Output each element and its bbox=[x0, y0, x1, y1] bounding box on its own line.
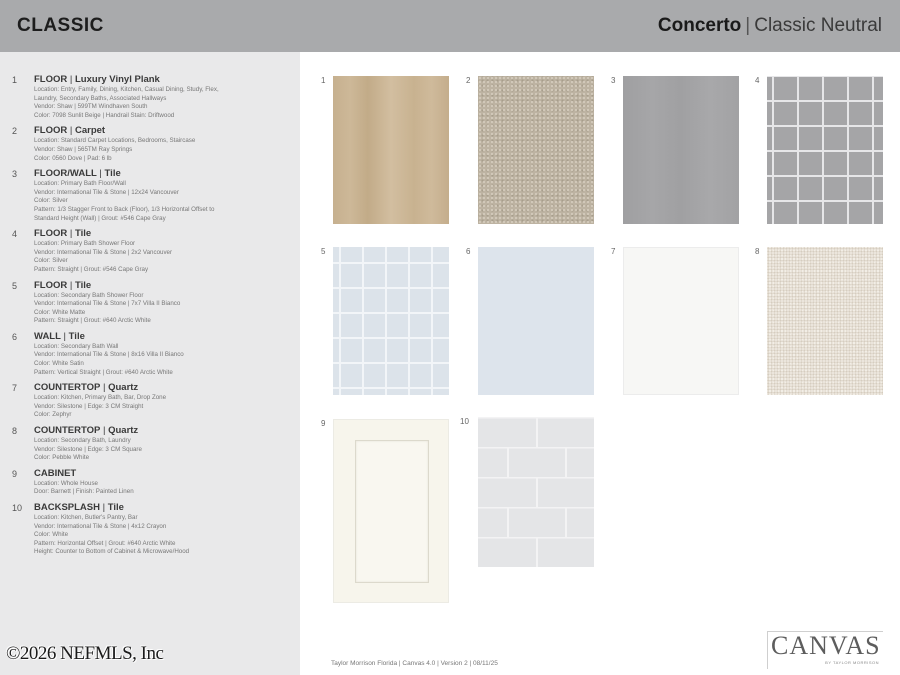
selection-number: 8 bbox=[12, 426, 18, 437]
selection-title bbox=[34, 382, 290, 394]
selection-spec-line: Location: Secondary Bath, Laundry bbox=[34, 437, 131, 445]
selection-spec-line: Color: Silver bbox=[34, 257, 68, 265]
collection-title bbox=[658, 15, 882, 37]
selection-item bbox=[12, 331, 290, 377]
collection-name: Concerto bbox=[657, 15, 742, 36]
title-separator: | bbox=[99, 502, 108, 513]
selection-spec-line: Vendor: Silestone | Edge: 3 CM Square bbox=[34, 445, 142, 453]
selection-type: Tile bbox=[107, 502, 124, 513]
selection-details bbox=[34, 425, 290, 463]
selections-list bbox=[0, 52, 300, 675]
selection-spec-line: Standard Height (Wall) | Grout: #546 Cape Gray bbox=[34, 214, 166, 222]
swatch-image-quartz-zephyr bbox=[623, 247, 739, 395]
swatch-image-lvp-wood bbox=[333, 76, 449, 224]
tile-joint bbox=[565, 447, 567, 477]
selection-title bbox=[34, 425, 290, 437]
swatch-number: 5 bbox=[321, 247, 326, 256]
tile-joint bbox=[565, 507, 567, 537]
selection-spec-line: Color: Silver bbox=[34, 197, 68, 205]
selection-spec-line: Vendor: International Tile & Stone | 7x7 Villa II Bianco bbox=[34, 300, 181, 308]
selection-category: FLOOR bbox=[34, 279, 68, 291]
selection-spec-line: Location: Entry, Family, Dining, Kitchen, Casual Dining, Study, Flex, bbox=[34, 86, 219, 93]
selection-spec-line: Pattern: Straight | Grout: #546 Cape Gray bbox=[34, 265, 149, 273]
selection-category: CABINET bbox=[34, 467, 77, 479]
selection-spec-line: Color: White Satin bbox=[34, 360, 84, 368]
selection-spec-line: Color: White bbox=[34, 531, 69, 539]
selection-type: Carpet bbox=[75, 125, 106, 137]
selection-spec-line: Color: White Matte bbox=[34, 308, 86, 316]
selection-number: 5 bbox=[12, 280, 18, 291]
swatch-grid bbox=[300, 52, 900, 622]
copyright-watermark: ©2026 NEFMLS, Inc bbox=[6, 643, 164, 664]
selection-title bbox=[34, 228, 290, 240]
selection-number: 4 bbox=[12, 229, 18, 240]
logo-wordmark: CANVAS bbox=[771, 631, 881, 660]
selection-category: FLOOR/WALL bbox=[34, 168, 97, 180]
selection-spec-line: Location: Whole House bbox=[34, 479, 98, 487]
selection-type: Quartz bbox=[108, 382, 139, 394]
selection-type: Tile bbox=[68, 330, 85, 342]
tile-joint bbox=[536, 417, 538, 447]
scheme-name: Classic Neutral bbox=[754, 15, 882, 36]
selection-number: 9 bbox=[12, 468, 18, 479]
selection-item bbox=[12, 168, 290, 223]
swatch-number: 1 bbox=[321, 76, 326, 85]
selection-type: Tile bbox=[75, 228, 92, 240]
selection-category: FLOOR bbox=[34, 228, 68, 240]
swatch-image-mosaic-tile bbox=[767, 76, 883, 224]
selection-title bbox=[34, 168, 290, 180]
selection-number: 1 bbox=[12, 75, 18, 85]
selection-item bbox=[12, 74, 290, 120]
swatch-number: 9 bbox=[321, 419, 326, 428]
selection-title bbox=[34, 468, 290, 480]
selection-spec-line: Laundry, Secondary Baths, Associated Hallways bbox=[34, 94, 167, 102]
selection-item bbox=[12, 382, 290, 420]
selection-spec-line: Color: 7098 Sunlit Beige | Handrail Stain: Driftwood bbox=[34, 111, 175, 119]
swatch-number: 3 bbox=[611, 76, 616, 85]
selection-spec-line: Vendor: International Tile & Stone | 2x2 Vancouver bbox=[34, 248, 173, 256]
selection-number: 2 bbox=[12, 126, 18, 137]
selection-title bbox=[34, 280, 290, 292]
tile-joint bbox=[507, 447, 509, 477]
selection-category: WALL bbox=[34, 330, 61, 342]
selection-spec-line: Door: Barnett | Finish: Painted Linen bbox=[34, 488, 134, 496]
swatch-number: 4 bbox=[755, 76, 760, 85]
selection-spec-line: Location: Secondary Bath Wall bbox=[34, 342, 119, 350]
tile-joint bbox=[536, 537, 538, 567]
selection-spec-line: Color: 0560 Dove | Pad: 6 lb bbox=[34, 154, 112, 162]
selection-number: 6 bbox=[12, 331, 18, 342]
swatch-number: 2 bbox=[466, 76, 471, 85]
page-header bbox=[0, 0, 900, 52]
selection-spec-line: Vendor: Shaw | 565TM Ray Springs bbox=[34, 145, 133, 153]
footer-credits: Taylor Morrison Florida | Canvas 4.0 | Version 2 | 08/11/25 bbox=[331, 660, 498, 667]
selection-category: COUNTERTOP bbox=[34, 382, 101, 394]
selection-details bbox=[34, 125, 290, 163]
title-separator: | bbox=[67, 74, 75, 85]
selection-item bbox=[12, 502, 290, 557]
selection-spec-line: Pattern: Straight | Grout: #640 Arctic White bbox=[34, 317, 151, 325]
selection-spec-line: Pattern: Vertical Straight | Grout: #640 Arctic White bbox=[34, 368, 173, 376]
title-separator: | bbox=[60, 330, 69, 342]
brand-title: CLASSIC bbox=[17, 15, 104, 36]
selection-spec-line: Color: Zephyr bbox=[34, 411, 72, 419]
title-separator: | bbox=[67, 125, 75, 137]
cabinet-door-panel bbox=[355, 440, 429, 583]
selection-spec-line: Location: Secondary Bath Shower Floor bbox=[34, 291, 144, 299]
swatch-image-carpet bbox=[478, 76, 594, 224]
swatch-image-wall-tile bbox=[478, 247, 594, 395]
selection-title bbox=[34, 331, 290, 343]
selection-item bbox=[12, 468, 290, 497]
selection-item bbox=[12, 125, 290, 163]
selection-category: FLOOR bbox=[34, 125, 68, 137]
selection-spec-line: Location: Primary Bath Floor/Wall bbox=[34, 180, 126, 188]
selection-number: 3 bbox=[12, 169, 18, 180]
selection-title bbox=[34, 125, 290, 137]
selection-type: Quartz bbox=[108, 425, 139, 437]
title-separator: | bbox=[100, 425, 109, 437]
selection-item bbox=[12, 228, 290, 274]
swatch-number: 7 bbox=[611, 247, 616, 256]
selection-spec-line: Location: Kitchen, Butler's Pantry, Bar bbox=[34, 514, 138, 521]
selection-category: COUNTERTOP bbox=[34, 425, 101, 437]
title-separator: | bbox=[96, 168, 105, 180]
swatch-number: 6 bbox=[466, 247, 471, 256]
selection-spec-line: Location: Primary Bath Shower Floor bbox=[34, 240, 136, 248]
selection-item bbox=[12, 425, 290, 463]
selection-spec-line: Pattern: Horizontal Offset | Grout: #640 Arctic White bbox=[34, 539, 176, 547]
selection-category: BACKSPLASH bbox=[34, 502, 100, 513]
selection-spec-line: Vendor: Shaw | 599TM Windhaven South bbox=[34, 103, 148, 111]
selection-details bbox=[34, 331, 290, 377]
tile-joint bbox=[507, 507, 509, 537]
selection-type: Tile bbox=[104, 168, 121, 180]
swatch-image-cabinet-door bbox=[333, 419, 449, 603]
selection-title bbox=[34, 74, 290, 86]
selection-details bbox=[34, 74, 290, 120]
selection-item bbox=[12, 280, 290, 326]
selection-category: FLOOR bbox=[34, 74, 68, 85]
selection-details bbox=[34, 382, 290, 420]
selection-spec-line: Vendor: International Tile & Stone | 4x12 Crayon bbox=[34, 522, 167, 530]
selection-spec-line: Pattern: 1/3 Stagger Front to Back (Floor), 1/3 Horizontal Offset to bbox=[34, 205, 215, 213]
selection-type: Tile bbox=[75, 279, 92, 291]
selection-details bbox=[34, 168, 290, 223]
swatch-image-grid-tile bbox=[333, 247, 449, 395]
selection-details bbox=[34, 468, 290, 497]
selection-title bbox=[34, 502, 290, 514]
swatch-number: 8 bbox=[755, 247, 760, 256]
title-separator: | bbox=[67, 228, 75, 240]
canvas-logo bbox=[767, 631, 883, 669]
selection-spec-line: Height: Counter to Bottom of Cabinet & Microwave/Hood bbox=[34, 548, 190, 556]
title-separator: | bbox=[67, 279, 75, 291]
selection-spec-line: Color: Pebble White bbox=[34, 454, 90, 462]
selection-spec-line: Location: Kitchen, Primary Bath, Bar, Drop Zone bbox=[34, 394, 167, 402]
title-separator: | bbox=[100, 382, 109, 394]
title-separator: | bbox=[745, 15, 751, 36]
selection-details bbox=[34, 502, 290, 557]
selection-spec-line: Vendor: International Tile & Stone | 12x24 Vancouver bbox=[34, 188, 179, 196]
selection-spec-line: Vendor: International Tile & Stone | 8x16 Villa II Bianco bbox=[34, 351, 184, 359]
selection-type: Luxury Vinyl Plank bbox=[75, 74, 160, 85]
selection-spec-line: Location: Standard Carpet Locations, Bedrooms, Staircase bbox=[34, 137, 196, 145]
swatch-number: 10 bbox=[460, 417, 469, 426]
swatch-image-silver-tile bbox=[623, 76, 739, 224]
selection-number: 10 bbox=[12, 503, 23, 513]
swatch-image-quartz-pebble bbox=[767, 247, 883, 395]
tile-joint bbox=[536, 477, 538, 507]
logo-tagline: BY TAYLOR MORRISON bbox=[825, 660, 879, 665]
selection-details bbox=[34, 280, 290, 326]
selection-spec-line: Vendor: Silestone | Edge: 3 CM Straight bbox=[34, 402, 144, 410]
swatch-image-backsplash bbox=[478, 417, 594, 567]
selection-number: 7 bbox=[12, 383, 18, 394]
selection-details bbox=[34, 228, 290, 274]
